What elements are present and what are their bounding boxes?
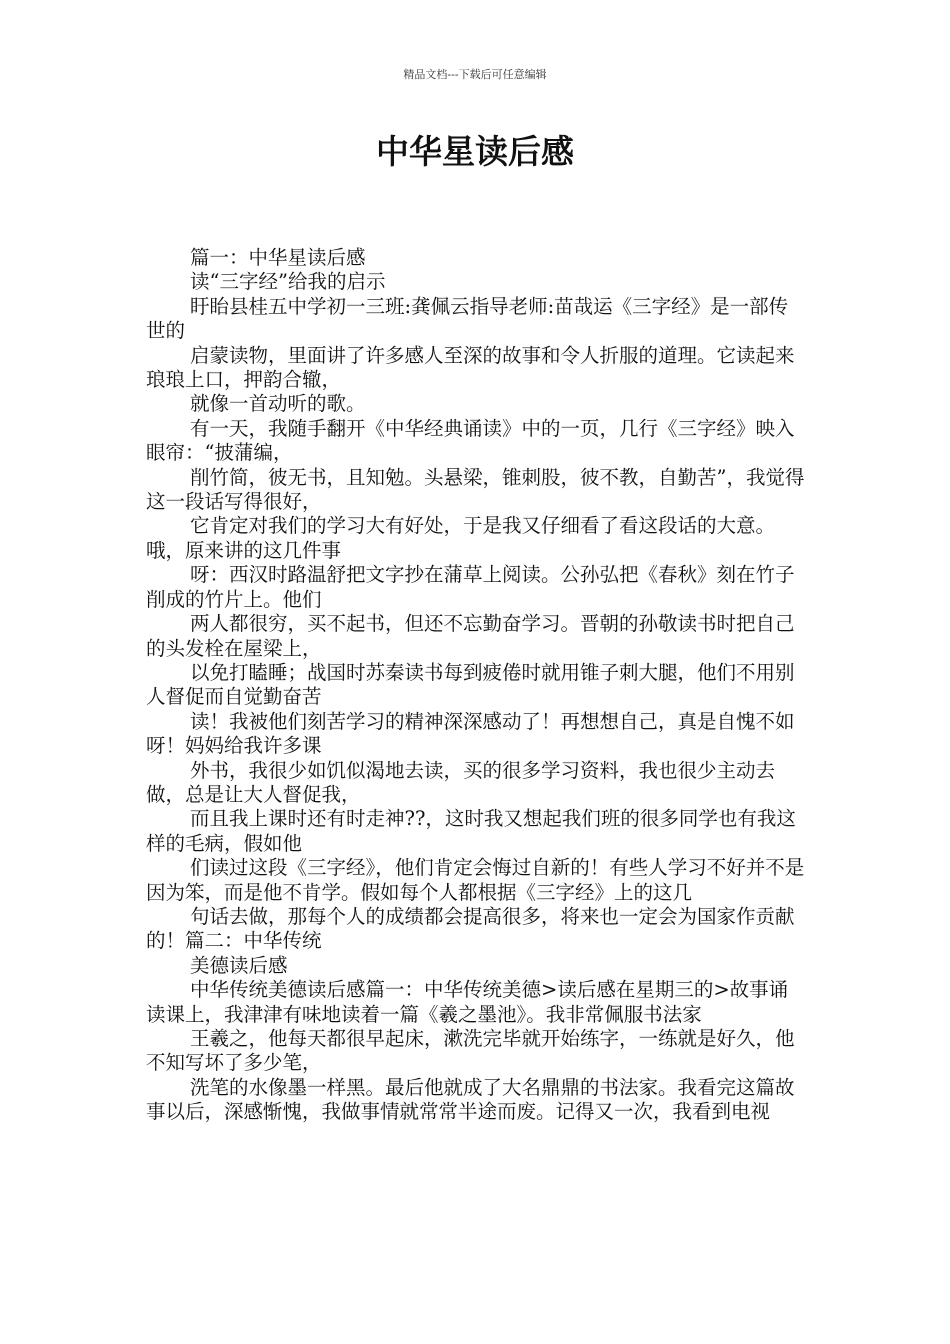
paragraph: 以免打瞌睡；战国时苏秦读书每到疲倦时就用锥子刺大腿，他们不用别人督促而自觉勤奋苦 [146, 660, 795, 709]
paragraph: 读“三字经”给我的启示 [190, 270, 386, 294]
paragraph: 篇一：中华星读后感 [190, 246, 366, 269]
paragraph: 王羲之，他每天都很早起床，漱洗完毕就开始练字，一练就是好久，他不知写坏了多少笔， [146, 1027, 795, 1075]
paragraph: 读！我被他们刻苦学习的精神深深感动了！再想想自己，真是自愧不如呀！妈妈给我许多课 [146, 709, 795, 758]
document-body [146, 246, 806, 1125]
paragraph: 就像一首动听的歌。 [190, 392, 366, 416]
paragraph: 而且我上课时还有时走神??，这时我又想起我们班的很多同学也有我这样的毛病，假如他 [146, 807, 796, 855]
paragraph: 外书，我很少如饥似渴地去读，买的很多学习资料，我也很少主动去做，总是让大人督促我， [146, 758, 776, 806]
paragraph: 启蒙读物，里面讲了许多感人至深的故事和令人折服的道理。它读起来琅琅上口，押韵合辙， [146, 343, 795, 392]
paragraph: 洗笔的水像墨一样黑。最后他就成了大名鼎鼎的书法家。我看完这篇故事以后，深感惭愧，我做事情就常常半途而废。记得又一次，我看到电视 [146, 1075, 795, 1124]
paragraph: 削竹简，彼无书，且知勉。头悬梁，锥刺股，彼不教，自勤苦”，我觉得这一段话写得很好， [146, 465, 805, 514]
paragraph: 有一天，我随手翻开《中华经典诵读》中的一页，几行《三字经》映入眼帘：“披蒲编， [146, 416, 795, 465]
paragraph: 两人都很穷，买不起书，但还不忘勤奋学习。晋朝的孙敬读书时把自己的头发栓在屋梁上， [146, 612, 795, 660]
paragraph: 它肯定对我们的学习大有好处，于是我又仔细看了看这段话的大意。哦，原来讲的这几件事 [146, 514, 776, 562]
paragraph: 们读过这段《三字经》，他们肯定会悔过自新的！有些人学习不好并不是因为笨，而是他不肯学。假如每个人都根据《三字经》上的这几 [146, 856, 805, 904]
paragraph: 呀：西汉时路温舒把文字抄在蒲草上阅读。公孙弘把《春秋》刻在竹子削成的竹片上。他们 [146, 563, 795, 611]
paragraph: 句话去做，那每个人的成绩都会提高很多，将来也一定会为国家作贡献的！篇二：中华传统 [146, 904, 795, 953]
document-title: 中华星读后感 [376, 132, 574, 171]
paragraph: 盱眙县桂五中学初一三班:龚佩云指导老师:苗哉运《三字经》是一部传世的 [146, 294, 789, 343]
paragraph: 美德读后感 [190, 953, 288, 977]
paragraph: 中华传统美德读后感篇一：中华传统美德>读后感在星期三的>故事诵读课上，我津津有味地读着一篇《羲之墨池》。我非常佩服书法家 [146, 978, 789, 1026]
header-note: 精品文档---下载后可任意编辑 [403, 68, 547, 81]
